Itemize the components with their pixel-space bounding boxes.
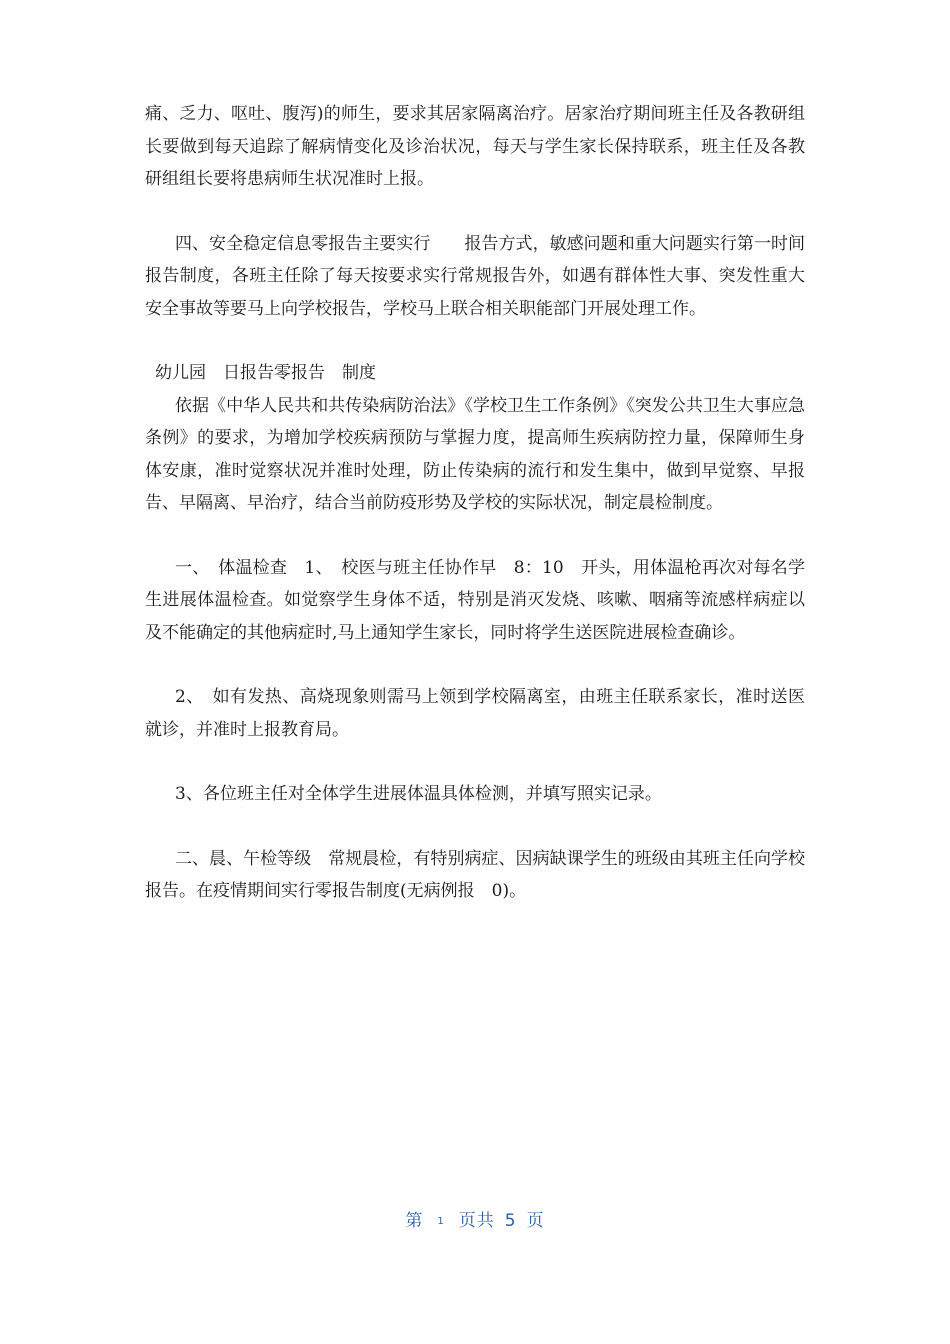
footer-total-pages: 5 [504, 1211, 517, 1231]
paragraph-morning-check: 二、晨、午检等级 常规晨检，有特别病症、因病缺课学生的班级由其班主任向学校报告。在疫情期间实行零报告制度(无病例报 0)。 [145, 848, 805, 901]
paragraph-class-teacher-check: 3、各位班主任对全体学生进展体温具体检测，并填写照实记录。 [175, 784, 662, 804]
paragraph-safety-report: 四、安全稳定信息零报告主要实行 报告方式，敏感问题和重大问题实行第一时间报告制度，各班主任除了每天按要求实行常规报告外，如遇有群体性大事、突发性重大安全事故等要马上向学校报告，学校马上联合相关职能部门开展处理工作。 [145, 233, 805, 319]
document-body [145, 98, 805, 908]
paragraph-fever-handling: 2、 如有发热、高烧现象则需马上领到学校隔离室，由班主任联系家长，准时送医就诊，并准时上报教育局。 [145, 687, 805, 740]
paragraph-isolation-treatment: 痛、乏力、呕吐、腹泻)的师生，要求其居家隔离治疗。居家治疗期间班主任及各教研组长要做到每天追踪了解病情变化及诊治状况，每天与学生家长保持联系，班主任及各教研组组长要将患病师生状况准时上报。 [145, 104, 805, 189]
footer-suffix: 页 [526, 1211, 545, 1231]
footer-page-number: 1 [437, 1215, 445, 1227]
paragraph-temperature-check: 一、 体温检查 1、 校医与班主任协作早 8：10 开头，用体温枪再次对每名学生进展体温检查。如觉察学生身体不适，特别是消灭发烧、咳嗽、咽痛等流感样病症以及不能确定的其他病症时,马上通知学生家长，同时将学生送医院进展检查确诊。 [145, 557, 805, 643]
page-footer [0, 1206, 950, 1231]
section-heading: 幼儿园 日报告零报告 制度 [155, 363, 376, 383]
footer-prefix: 第 [405, 1211, 424, 1231]
footer-middle: 页共 [458, 1211, 495, 1231]
paragraph-basis: 依据《中华人民共和共传染病防治法》《学校卫生工作条例》《突发公共卫生大事应急条例》的要求，为增加学校疾病预防与掌握力度，提高师生疾病防控力量，保障师生身体安康，准时觉察状况并准时处理，防止传染病的流行和发生集中，做到早觉察、早报告、早隔离、早治疗，结合当前防疫形势及学校的实际状况，制定晨检制度。 [145, 395, 805, 513]
